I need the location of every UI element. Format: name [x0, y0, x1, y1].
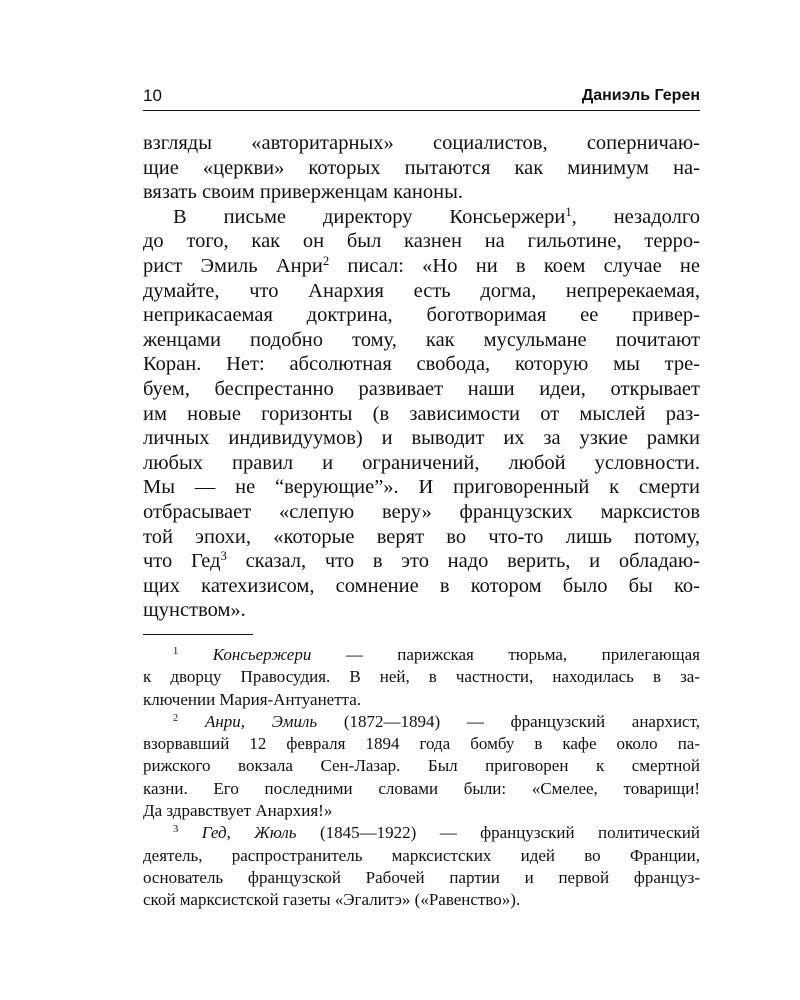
footnote-text: (1845—1922) — французский политический: [296, 823, 701, 843]
text-line: той эпохи, «которые верят во что-то лишь потому,: [143, 525, 700, 548]
text-line: думайте, что Анархия есть догма, непререкаемая,: [143, 279, 700, 302]
footnote-line: ской марксистской газеты «Эгалитэ» («Равенство»).: [143, 890, 521, 910]
text-line: щие «церкви» которых пытаются как минимум на-: [143, 156, 700, 179]
text-line: до того, как он был казнен на гильотине, терро-: [143, 230, 700, 253]
text-fragment: писал: «Но ни в коем случае не: [329, 254, 700, 277]
text-fragment: , незадолго: [571, 205, 700, 228]
footnote-term: Гед, Жюль: [201, 823, 297, 843]
footnote-ref[interactable]: 3: [220, 549, 227, 564]
footnote-1: [143, 644, 700, 711]
page-number: 10: [143, 86, 162, 105]
footnote-line: казни. Его последними словами были: «Смелее, товарищи!: [143, 778, 700, 798]
text-line: взгляды «авторитарных» социалистов, соперничаю-: [143, 132, 700, 154]
text-line: Коран. Нет: абсолютная свобода, которую мы тре-: [143, 353, 700, 376]
footnote-line: основатель французской Рабочей партии и первой француз-: [143, 867, 700, 887]
text-line: личных индивидуумов) и выводит их за узкие рамки: [143, 427, 700, 450]
footnote-line: взорвавший 12 февраля 1894 года бомбу в кафе около па-: [143, 734, 700, 754]
footnote-number: 1: [173, 646, 179, 658]
footnote-line: ключении Мария-Антуанетта.: [143, 689, 362, 709]
footnote-divider: [143, 634, 253, 635]
text-line: им новые горизонты (в зависимости от мыслей раз-: [143, 402, 700, 425]
text-line: щунством».: [143, 599, 246, 622]
footnote-line: к дворцу Правосудия. В ней, в частности, находилась в за-: [143, 667, 700, 687]
footnote-term: Консьержери: [212, 645, 312, 664]
running-header: [143, 84, 700, 111]
footnote-number: 3: [173, 824, 179, 836]
footnote-line: [143, 711, 700, 733]
footnote-line: [143, 644, 700, 666]
running-head-author: Даниэль Герен: [581, 87, 700, 104]
text-line: [143, 205, 700, 230]
text-line: щих катехизисом, сомнение в котором было бы ко-: [143, 574, 700, 597]
footnote-2: [143, 711, 700, 822]
text-line: любых правил и ограничений, любой условности.: [143, 451, 700, 474]
footnote-ref[interactable]: 2: [322, 253, 330, 268]
footnote-line: деятель, распространитель марксистских идей во Франции,: [143, 845, 700, 865]
text-line: [143, 254, 700, 279]
text-line: вязать своим приверженцам каноны.: [143, 181, 463, 204]
footnote-line: Да здравствует Анархия!»: [143, 801, 333, 821]
text-line: Мы — не “верующие”». И приговоренный к смерти: [143, 476, 700, 499]
footnote-ref[interactable]: 1: [565, 204, 572, 219]
text-line: женцами подобно тому, как мусульмане почитают: [143, 328, 700, 351]
footnote-line: [143, 822, 700, 844]
footnote-line: рижского вокзала Сен-Лазар. Был приговорен к смертной: [143, 756, 700, 776]
footnote-3: [143, 822, 700, 911]
text-line: [143, 549, 700, 574]
main-text: [143, 131, 700, 623]
text-fragment: что Гед: [143, 550, 221, 573]
text-fragment: В письме директору Консьержери: [173, 205, 566, 228]
text-line: буем, беспрестанно развивает наши идеи, открывает: [143, 377, 700, 400]
footnote-term: Анри, Эмиль: [204, 711, 318, 731]
footnotes: [143, 644, 700, 912]
text-fragment: сказал, что в это надо верить, и обладаю-: [226, 550, 700, 573]
footnote-text: — парижская тюрьма, прилегающая: [311, 645, 701, 664]
text-line: отбрасывает «слепую веру» французских марксистов: [143, 500, 700, 523]
text-line: неприкасаемая доктрина, боготворимая ее привер-: [143, 304, 700, 327]
footnote-number: 2: [173, 713, 179, 725]
footnote-text: (1872—1894) — французский анархист,: [317, 711, 701, 731]
text-fragment: рист Эмиль Анри: [143, 254, 323, 277]
